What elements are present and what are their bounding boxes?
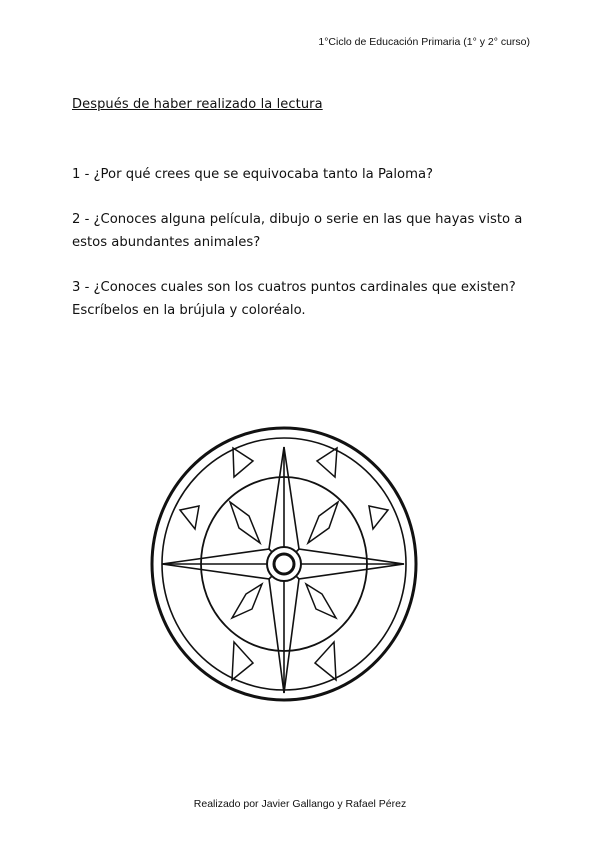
credit-footer: Realizado por Javier Gallango y Rafael Pérez [193,798,407,810]
course-header: 1°Ciclo de Educación Primaria (1° y 2° curso) [318,36,530,48]
question-3-line-2: Escríbelos en la brújula y coloréalo. [72,303,306,318]
compass-rose-icon [150,426,418,702]
question-3-line-1: 3 - ¿Conoces cuales son los cuatros puntos cardinales que existen? [72,280,516,295]
question-2 [72,208,542,254]
section-title: Después de haber realizado la lectura [72,97,323,112]
question-3 [72,276,542,322]
question-1 [72,163,542,186]
question-1-line-1: 1 - ¿Por qué crees que se equivocaba tanto la Paloma? [72,167,434,182]
question-2-line-1: 2 - ¿Conoces alguna película, dibujo o serie en las que hayas visto a [72,212,523,227]
question-2-line-2: estos abundantes animales? [72,235,261,250]
compass-center [267,547,301,581]
question-list [72,163,542,344]
